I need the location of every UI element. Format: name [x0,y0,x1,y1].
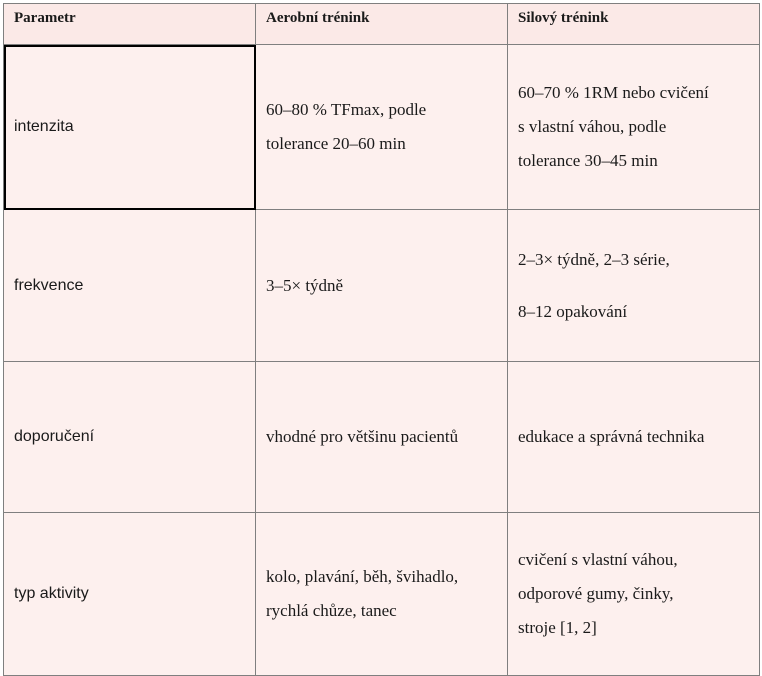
cell-strength [508,513,760,676]
cell-aerobic [256,210,508,362]
exercise-comparison-table [3,3,760,676]
cell-parameter: frekvence [4,210,256,362]
cell-line: 3–5× týdně [266,275,344,295]
header-row [4,4,760,45]
cell-line: cvičení s vlastní váhou, [518,550,678,569]
cell-line: 60–70 % 1RM nebo cvičení [518,83,709,102]
cell-aerobic [256,362,508,513]
cell-strength [508,210,760,362]
header-strength: Silový trénink [508,4,760,45]
table-row [4,362,760,513]
cell-line: 2–3× týdně, 2–3 série, [518,249,670,269]
exercise-table-container [3,3,759,668]
cell-strength [508,362,760,513]
cell-line: rychlá chůze, tanec [266,601,397,620]
cell-line: 60–80 % TFmax, podle [266,100,427,119]
cell-parameter: typ aktivity [4,513,256,676]
table-row [4,513,760,676]
cell-line: stroje [1, 2] [518,618,597,637]
cell-strength [508,45,760,210]
table-row [4,210,760,362]
header-parameter: Parametr [4,4,256,45]
cell-parameter: doporučení [4,362,256,513]
cell-line: tolerance 30–45 min [518,151,658,170]
cell-aerobic [256,513,508,676]
cell-line: odporové gumy, činky, [518,584,674,603]
cell-line: 8–12 opakování [518,301,628,321]
table-row [4,45,760,210]
cell-line: tolerance 20–60 min [266,134,406,153]
cell-line: s vlastní váhou, podle [518,117,667,136]
cell-line: edukace a správná technika [518,427,705,446]
cell-parameter: intenzita [4,45,256,210]
cell-line: vhodné pro většinu pacientů [266,427,459,446]
line-gap [518,277,749,295]
cell-aerobic [256,45,508,210]
header-aerobic: Aerobní trénink [256,4,508,45]
cell-line: kolo, plavání, běh, švihadlo, [266,567,459,586]
